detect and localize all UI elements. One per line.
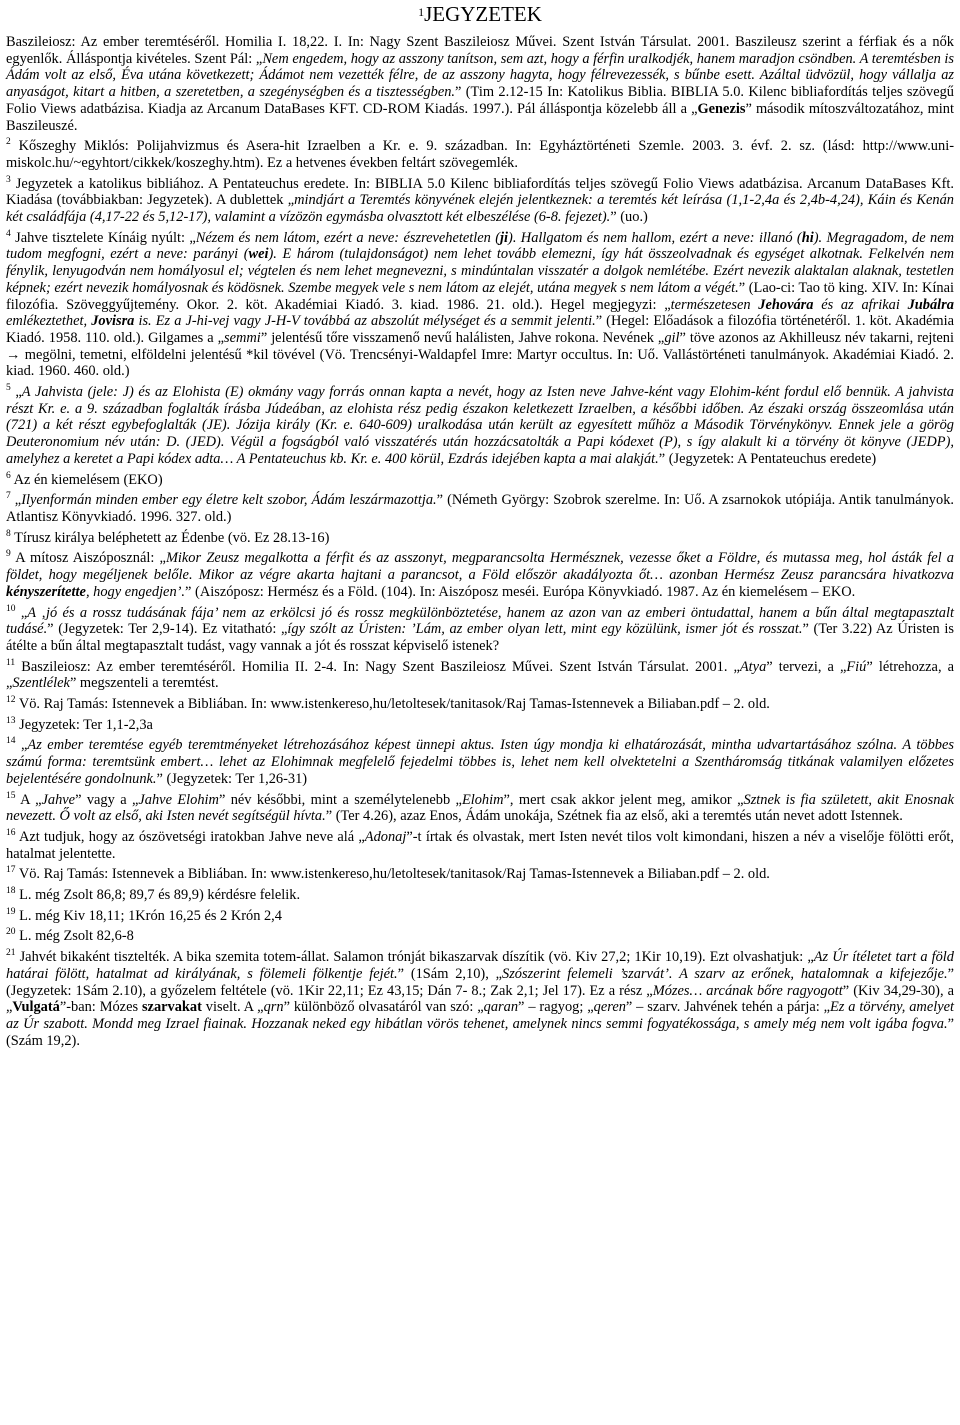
footnote-text: Nézem és nem látom, ezért a neve: észrevehetetlen ( bbox=[195, 229, 501, 246]
footnote-text: Az ember teremtése egyéb teremtményeket létrehozásához képest ünnepi aktus. Isten úgy mondja ki elhatározását, mintha udvartartásához szólna. A többes számú forma: teremtsünk embert… lehet az Elohimnak megfelelő fejedelmi többes is, lehet nem kell olvektetelni a Szentháromság titkának valamilyen előzetes bejelentésére gondolnunk. bbox=[6, 737, 954, 787]
footnote-number: 18 bbox=[6, 886, 16, 897]
footnote-text: ” (Tim 2.12-15 In: Katolikus Biblia. BIBLIA 5.0. Kilenc bibliafordítás teljes szövegű Folio Views adatbázisa. Kiadja az Arcanum DataBases KFT. CD-ROM Kiadás. 1997.). Pál álláspontja közelebb áll a „ bbox=[6, 84, 955, 117]
footnote-text: így szólt az Úristen: ’Lám, az ember olyan lett, mint egy közülünk, ismer jót és rosszat. bbox=[287, 621, 803, 638]
footnote-text: ” vagy a „ bbox=[75, 791, 139, 808]
footnote-text: qrn bbox=[263, 999, 284, 1016]
footnote bbox=[6, 696, 954, 713]
footnote-text: ”-t írtak és olvastak, mert Isten nevét tilos volt kimondani, hiszen a név a viselője fölötti erőt, hatalmat jelentette. bbox=[6, 828, 954, 862]
footnote bbox=[6, 34, 954, 134]
footnote-text: Ilyenformán minden ember egy életre kelt szobor, Ádám leszármazottja. bbox=[21, 492, 437, 509]
footnote-text: Jahve Elohim bbox=[138, 791, 219, 808]
footnote-text: Atya bbox=[739, 658, 767, 675]
document-page bbox=[6, 2, 954, 1053]
footnote-text: szarvakat bbox=[141, 999, 202, 1016]
footnote-number: 13 bbox=[6, 715, 16, 726]
footnote-text: ” név későbbi, mint a személytelenebb „ bbox=[218, 791, 462, 808]
footnote bbox=[6, 928, 954, 945]
footnote-number: 21 bbox=[6, 948, 16, 959]
footnote-text: Kőszeghy Miklós: Polijahvizmus és Asera-hit Izraelben a Kr. e. 9. században. In: Egyháztörténeti Szemle. 2003. 3. évf. 2. sz. (lásd: http://www.uni-miskolc.hu/~egyhtort/cikkek/koszeghy.htm). Ez a hetvenes években feltárt szövegemlék. bbox=[6, 138, 954, 171]
footnote-text: ” különböző olvasatáról van szó: „ bbox=[283, 999, 484, 1016]
footnote-text: ” (Ter 4.26), azaz Enos, Ádám unokája, Szétnek fia az első, aki a teremtés után nevet adott Istennek. bbox=[325, 808, 903, 825]
footnote bbox=[6, 829, 954, 862]
footnote-text: „ bbox=[20, 604, 28, 621]
footnote-text: A ‚jó és a rossz tudásának fája’ nem az erkölcsi jó és rossz megkülönböztetése, hanem az azon van az emberi öntudattal, hanem a bűn által megtapasztalt tudásé. bbox=[6, 604, 954, 638]
footnote-text: Vö. Raj Tamás: Istennevek a Bibliában. In: www.istenkereso,hu/letoltesek/tanitasok/Raj Tamas-Istennevek a Biliaban.pdf – 2. old. bbox=[18, 866, 770, 883]
footnote bbox=[6, 472, 954, 489]
footnote-text: ” létrehozza, a „ bbox=[6, 658, 955, 692]
footnote-number: 8 bbox=[6, 528, 11, 539]
title-text: JEGYZETEK bbox=[424, 2, 542, 26]
footnote-text: ). Megragadom, de nem tudom megfogni, ezért a neve: parányi ( bbox=[6, 229, 954, 263]
footnote-text: Azt tudjuk, hogy az ószövetségi iratokban Jahve neve alá „ bbox=[19, 828, 365, 845]
footnote-text: Az Úr ítéletet tart a föld határai fölött, hatalmat ad királyának, s fölemeli fölkentje fejét. bbox=[6, 949, 954, 982]
footnote-text: Mikor Zeusz megalkotta a férfit és az asszonyt, megparancsolta Hermésznek, vezesse őket a Földre, és mutassa meg, hol ásták fel a földet, hogy megéljenek belőle. Mikor az végre akarta hajtani a parancsot, a Föld először akadályozta őt… azonban Hermész Zeusz parancsára hivatkozva bbox=[6, 550, 954, 584]
footnote-text: A „ bbox=[20, 791, 42, 808]
footnote-text: Elohim bbox=[461, 791, 504, 808]
footnote-text: ” (Hegel: Előadások a filozófia történetéről. 1. köt. Akadémia Kiadó. 1958. 110. old.). Gilgames a „ bbox=[6, 313, 954, 346]
footnote bbox=[6, 605, 954, 655]
title-note-number: 1 bbox=[418, 5, 425, 19]
footnote bbox=[6, 176, 954, 226]
footnote-text: Jegyzetek a katolikus bibliához. A Pentateuchus eredete. In: BIBLIA 5.0 Kilenc bibliafordítás teljes szövegű Folio Views adatbázisa. Arcanum DataBases Kft. Kiadása (továbbiakban: Jegyzetek). A dublettek „ bbox=[6, 175, 954, 209]
footnote-number: 6 bbox=[6, 470, 11, 481]
footnote bbox=[6, 866, 954, 883]
footnote bbox=[6, 908, 954, 925]
footnote-text: ” (uo.) bbox=[610, 209, 648, 226]
footnote-text: wei bbox=[248, 246, 269, 263]
footnote-text: Az én kiemelésem (EKO) bbox=[13, 471, 163, 488]
footnote-text: ” (Jegyzetek: Ter 2,9-14). Ez vitatható: „ bbox=[47, 621, 288, 638]
footnote-text: A mítosz Aiszóposznál: „ bbox=[15, 550, 166, 567]
footnote-text: viselt. A „ bbox=[201, 999, 264, 1016]
footnote-number: 9 bbox=[6, 549, 11, 560]
footnote-text: Genezis bbox=[697, 100, 746, 117]
footnote-text: Jehovára bbox=[758, 296, 814, 313]
footnote-text: ” (Ter 3.22) Az Úristen is átélte a bűn által megtapasztalt tudást, vagy vannak a jót és rosszat képviselő istenek? bbox=[6, 621, 954, 654]
footnotes-list bbox=[6, 34, 954, 1049]
footnote-text: ” töve azonos az Akhilleusz név takarni, rejteni → megölni, temetni, elföldelni jelentésű *kil tövével (Vö. Trencsényi-Waldapfel Imre: Martyr occultus. In: Uő. Vallástörténeti tanulmányok. Akadémiai Kiadó. 2. kiad. 1960. 460. old.) bbox=[6, 329, 954, 380]
footnote-text: kényszerítette bbox=[6, 583, 86, 600]
footnote-text: ” (Németh György: Szobrok szerelme. In: Uő. A zsarnokok utópiája. Antik tanulmányok. Atlantisz Könyvkiadó. 1996. 327. old.) bbox=[6, 492, 954, 525]
footnote bbox=[6, 949, 954, 1049]
footnote-number: 20 bbox=[6, 927, 16, 938]
footnote-text: ” (1Sám 2,10), „ bbox=[397, 965, 503, 982]
footnote-text: ” jelentésű tőre visszamenő nevű halálisten, Jahve rokona. Nevének „ bbox=[260, 329, 665, 346]
footnote bbox=[6, 138, 954, 171]
footnote-text: is. Ez a J-hi-vej vagy J-H-V továbbá az abszolút mélységet és a semmit jelenti. bbox=[134, 313, 596, 330]
footnote-text: emlékeztethet, bbox=[6, 313, 92, 330]
footnote-text: ”, mert csak akkor jelent meg, amikor „ bbox=[503, 791, 744, 808]
footnote bbox=[6, 737, 954, 787]
footnote-text: Jovisra bbox=[91, 313, 135, 330]
footnote-text: ” (Jegyzetek: 1Sám 2.10), a győzelem feltétele (vö. 1Kir 22,11; Ez 43,15; Dán 7- 8.; Zak 2,1; Jel 17). Ez a rész „ bbox=[6, 965, 954, 999]
footnote-text: ” – szarv. Jahvének tehén a párja: „ bbox=[625, 999, 831, 1016]
footnote-text: Baszileiosz: Az ember teremtéséről. Homilia I. 18,22. I. In: Nagy Szent Baszileiosz Művei. Szent István Társulat. 2001. Baszileusz szerint a férfiak és a nők egyenlők. Álláspontja kivételes. Szent Pál: „ bbox=[6, 34, 954, 67]
footnote-text: Sztnek is fia született, akit Enosnak nevezett. Ő volt az első, aki Isten nevét segítségül hívta. bbox=[6, 791, 954, 825]
footnote-text: qaran bbox=[483, 999, 519, 1016]
footnote-text: ” (Szám 19,2). bbox=[6, 1015, 954, 1049]
footnote-text: Mózes… arcának bőre ragyogott bbox=[652, 982, 843, 999]
footnote-text: és az afrikai bbox=[813, 296, 908, 313]
footnote-text: Adonaj bbox=[364, 828, 407, 845]
footnote-text: ” (Jegyzetek: Ter 1,26-31) bbox=[156, 770, 308, 787]
footnote-text: Jahve bbox=[41, 791, 76, 808]
footnote-text: ” (Lao-ci: Tao tö king. XIV. In: Kínai filozófia. Szöveggyűjtemény. Okor. 2. köt. Akadémiai Kiadó. 3. kiad. 1986. 21. old.). Hegel megjegyzi: „ bbox=[6, 279, 954, 313]
page-title bbox=[6, 2, 954, 26]
footnote-number: 7 bbox=[6, 491, 11, 502]
footnote-number: 3 bbox=[6, 174, 11, 185]
footnote-number: 10 bbox=[6, 603, 16, 614]
footnote-text: „ bbox=[15, 384, 22, 401]
footnote-text: természetesen bbox=[670, 296, 759, 313]
footnote-text: ). Hallgatom és nem hallom, ezért a neve: illanó ( bbox=[508, 229, 802, 246]
footnote-number: 11 bbox=[6, 657, 16, 668]
footnote bbox=[6, 384, 954, 468]
footnote-text: „ bbox=[14, 492, 22, 509]
footnote-text: ”-ban: Mózes bbox=[59, 999, 142, 1016]
footnote-text: Vö. Raj Tamás: Istennevek a Bibliában. In: www.istenkereso,hu/letoltesek/tanitasok/Raj Tamas-Istennevek a Biliaban.pdf – 2. old. bbox=[18, 696, 770, 713]
footnote-text: Szentlélek bbox=[12, 675, 70, 692]
footnote-number: 5 bbox=[6, 383, 11, 394]
footnote bbox=[6, 887, 954, 904]
footnote-text: ” tervezi, a „ bbox=[766, 658, 847, 675]
footnote bbox=[6, 530, 954, 547]
footnote-text: Baszileiosz: Az ember teremtéséről. Homilia II. 2-4. In: Nagy Szent Baszileiosz Művei. Szent István Társulat. 2001. „ bbox=[21, 658, 740, 675]
footnote-text: ” (Aiszóposz: Hermész és a Föld. (104). In: Aiszóposz meséi. Európa Könyvkiadó. 1987. Az én kiemelésem – EKO. bbox=[185, 583, 856, 600]
footnote-text: , hogy engedjen’. bbox=[85, 583, 186, 600]
footnote bbox=[6, 492, 954, 525]
footnote-text: Jegyzetek: Ter 1,1-2,3a bbox=[19, 716, 153, 733]
footnote-text: Tírusz királya beléphetett az Édenbe (vö. Ez 28.13-16) bbox=[14, 529, 330, 546]
footnote-text: ” – ragyog; „ bbox=[518, 999, 594, 1016]
footnote-number: 19 bbox=[6, 906, 16, 917]
footnote-text: Fiú bbox=[846, 658, 867, 675]
footnote-text: Jahvét bikaként tisztelték. A bika szemita totem-állat. Salamon trónját bikaszarvak díszítik (vö. Kiv 27,2; 1Kir 10,19). Ezt olvashatjuk: „ bbox=[19, 949, 814, 966]
footnote-text: L. még Kiv 18,11; 1Krón 16,25 és 2 Krón 2,4 bbox=[19, 907, 282, 924]
footnote-number: 12 bbox=[6, 695, 16, 706]
footnote-text: L. még Zsolt 82,6-8 bbox=[19, 928, 134, 945]
footnote-text: ” megszenteli a teremtést. bbox=[69, 675, 219, 692]
footnote bbox=[6, 717, 954, 734]
footnote-text: Nem engedem, hogy az asszony tanítson, sem azt, hogy a férfin uralkodjék, hanem maradjon csöndben. A teremtésben is Ádám volt az első, Éva utána következett; Ádámot nem vezették félre, de az asszony hagyta, hogy félrevezessék, s bűnbe esett. Azáltal üdvözül, hogy vállalja az anyaságot, kitart a hitben, a szeretetben, a szegénységben és a tisztességben. bbox=[6, 50, 955, 101]
footnote-text: Ez a törvény, amelyet az Úr szabott. Mondd meg Izrael fiainak. Hozzanak neked egy hibátlan vörös tehenet, amelynek nincs semmi fogyatékossága, s amely még nem volt igába fogva. bbox=[6, 999, 954, 1032]
footnote-text: Jubálra bbox=[907, 296, 954, 313]
footnote-text: mindjárt a Teremtés könyvének elején jelentkeznek: a teremtés két leírása (1,1-2,4a és 2,4b-4,24), Káin és Kenán két családfája (4,17-22 és 5,12-17), valamint a vízözön egymásba olvasztott két elbeszélése (6-8. fejezet). bbox=[6, 192, 954, 226]
footnote-number: 16 bbox=[6, 828, 16, 839]
footnote-number: 17 bbox=[6, 865, 16, 876]
footnote-text: Szószerint felemeli ’szarvát’. A szarv az erőnek, hatalomnak a kifejezője. bbox=[502, 965, 948, 982]
footnote-text: hi bbox=[801, 229, 814, 246]
footnote-text: L. még Zsolt 86,8; 89,7 és 89,9) kérdésre felelik. bbox=[19, 887, 301, 904]
footnote-text: ). E három (tulajdonságot) nem lehet tovább elemezni, így hát összeolvadnak és egységet alkotnak. Felkelvén nem fénylik, lenyugodván nem homályosul el; végtelen és nem lehet megnevezni, s mindúntalan visszatér a dolgok nemlétébe. Ezért nevezik alaktalan alaknak, testetlen képnek; ezért nevezik homályosnak és ködösnek. Szembe megyek vele s nem látom az elejét, utána megyek s nem látom a végét. bbox=[6, 246, 954, 296]
footnote-text: ” második mítoszváltozatához, mint Baszileuszé. bbox=[6, 100, 955, 134]
footnote bbox=[6, 792, 954, 825]
footnote-text: ji bbox=[500, 229, 509, 246]
footnote-number: 4 bbox=[6, 228, 11, 239]
footnote-text: Vulgatá bbox=[12, 999, 60, 1016]
footnote bbox=[6, 659, 954, 692]
footnote-text: A Jahvista (jele: J) és az Elohista (E) okmány vagy forrás onnan kapta a nevét, hogy az Isten neve Jahve-ként vagy Elohim-ként fordul elő bennük. A jahvista részt Kr. e. a 9. században foglalták írásba Júdeában, az elohista rész pedig északon keletkezett Izraelben, a későbbi időben. Az északi ország összeomlása után (721) a két részt egybefoglalták (JE). Józija király (Kr. e. 640-609) uralkodása után került az egyesített műhöz a Második Törvénykönyv. Ennek jele a görög Deuteronomium név után: D. (JED). Végül a fogságból való visszatérés után hozzácsatolták a Papi kódexet (P), s így alakult ki a törvény öt könyve (JEDP), amelyhez a keretet a Papi kódex adta… A Pentateuchus kb. Kr. e. 400 körül, Ezdrás idejében kapta a mai alakját. bbox=[6, 384, 954, 467]
footnote-text: „ bbox=[21, 737, 28, 754]
footnote-text: ” (Kiv 34,29-30), a „ bbox=[6, 982, 954, 1016]
footnote-text: ” (Jegyzetek: A Pentateuchus eredete) bbox=[658, 450, 877, 467]
footnote bbox=[6, 550, 954, 600]
footnote-text: gil bbox=[664, 329, 680, 346]
footnote-number: 14 bbox=[6, 736, 16, 747]
footnote-text: qeren bbox=[593, 999, 626, 1016]
footnote bbox=[6, 230, 954, 380]
footnote-text: Jahve tisztelete Kínáig nyúlt: „ bbox=[15, 229, 196, 246]
footnote-text: semmi bbox=[224, 329, 261, 346]
footnote-number: 2 bbox=[6, 137, 11, 148]
footnote-number: 15 bbox=[6, 790, 16, 801]
